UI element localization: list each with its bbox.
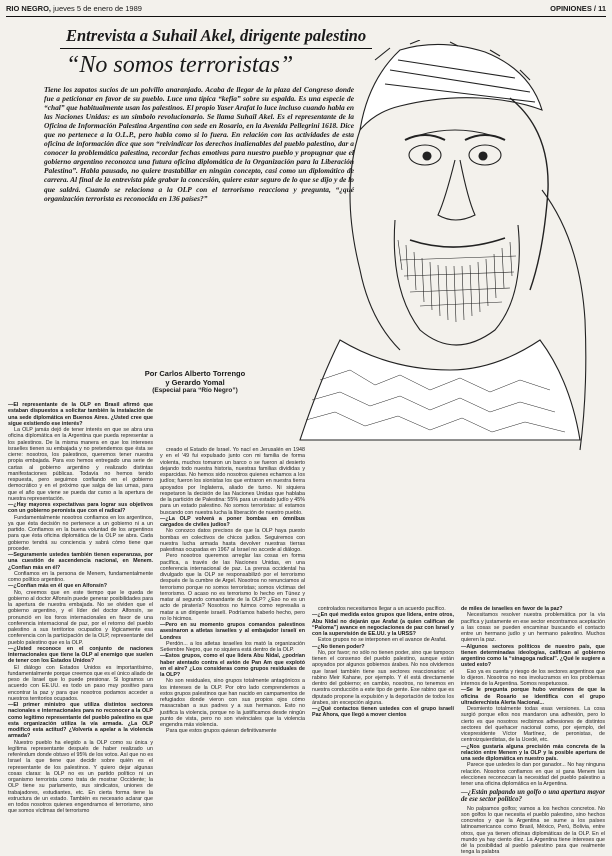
interview-question: —Seguramente ustedes también tienen esperanzas, por una cuestión de ascendencia nacional, en Menem. ¿Confían más en él? xyxy=(8,552,153,571)
interview-question: —¿No tienen poder? xyxy=(312,643,365,650)
interview-answer: El diálogo con Estados Unidos es importantísimo, fundamentalmente porque creemos que es el único aliado de peso de Israel que lo puede presionar. Si logramos un acuerdo con EE.UU. es todo un paso muy positivo para encontrar la paz y para que nosotros podamos acceder a nuestros territorios ocupados. xyxy=(8,664,153,702)
interview-answer: Para que estos grupos quieran definitivamente xyxy=(166,728,277,735)
interview-answer: Confiamos en la persona de Menem, fundamentalmente como político argentino. xyxy=(8,570,153,583)
interview-answer: Perdón... a los atletas israelíes los mató la organización Setiembre Negro, que no siquiera está dentro de la OLP. xyxy=(160,640,305,653)
interview-answer: La OLP jamás dejó de tener interés en que se abra una oficina diplomática en la Argentina que pueda representar a los palestinos. De la misma manera en que los intereses israelíes tienen su embajada y no pretendemos que ésta se cierre: nosotros, los palestinos, queremos tener nuestra propia embajada. Para eso hemos entregado una serie de cartas al gobierno argentino y realizado distintas manifestaciones públicas. Todavía no hemos tenido respuesta, pero seguimos confiando en el gobierno democrático y en el próximo que salga de las urnas, para que el año que viene se pueda dar curso a la apertura de nuestra representación. xyxy=(8,427,153,502)
article-byline xyxy=(120,370,270,396)
interview-answer: Fundamentalmente nosotros confiamos en los argentinos, ya que ésta decisión no pertenece a un gobierno ni a un partido. Confiamos en la buena voluntad de los argentinos para que ésta oficina diplomática de la OLP se abra. Cada gobierno tendrá su conciencia y sabrá cómo tiene que proceder. xyxy=(8,514,153,552)
interview-answer: Pero nosotros queremos arreglar las cosas en forma pacífica, a través de las Naciones Unidas, en una conferencia internacional de paz. La prensa occidental ha divulgado que la OLP se responsabilizó por el terrorismo después de la cumbre de Argel. Nosotros no renunciamos al terrorismo porque no somos terroristas; somos víctimas del terrorismo. O acaso no es terrorismo lo hecho en Túnez y matar al segundo comandante de la OLP? ¿Eso no es un acto de piratería? Nosotros no fuimos como represalia a matar a un dirigente israelí. Podríamos haberlo hecho, pero no lo hicimos. xyxy=(160,553,305,622)
interview-question: —El primer ministro que utiliza distintos sectores nacionales e internacionales para no reconocer a la OLP como legítimo representante del pueblo palestino es que esta organización utiliza la vía armada. ¿La OLP modificó esta actitud? ¿Volvería a apelar a la violencia armada? xyxy=(8,702,153,740)
interview-question: —¿Usted reconoce en el conjunto de naciones internacionales que tiene la OLP al enemigo que suelen de tener con los Estados Unidos? xyxy=(8,645,153,665)
interview-question: —Se le pregunta porque hubo versiones de que la oficina de Rosario se identifica con el grupo ultraderechista Alerta Nacional... xyxy=(461,687,605,706)
interview-answer: Parece que ustedes lo dan por ganador... No hay ninguna relación. Nosotros confiamos en que si gana Menem las elecciones reconozcan la necesidad del pueblo palestino a tener una oficina diplomática en la Argentina. xyxy=(461,762,605,787)
interview-answer: Nuestro pueblo ha elegido a la OLP como su única y legítima representante después de haber realizado un referéndum donde obtuvo el 95% de los votos. Así que no es Israel la que tiene que decidir sobre quién es el representante de los palestinos. Y quiero dejar algunas cosas claras: la OLP no es un partido político ni un organismo terrorista como trata de mostrar Occidente; la OLP tiene su parlamento, sus sindicatos, uniones de trabajadores, estudiantes, etc. En cierta forma tiene la estructura de un estado. También es necesario aclarar que en todos nosotros quienes engendramos el terrorismo, sino que somos víctimas del terrorismo xyxy=(8,739,153,815)
interview-answer: controlados necesitamos llegar a un acuerdo pacífico. xyxy=(318,606,446,612)
interview-answer: Estos grupos no se interponen en el avance de Arafat. xyxy=(318,637,447,644)
page-header xyxy=(6,4,606,17)
interview-question: —Pero en su momento grupos comandos palestinos asesinaron a atletas israelíes y al embajador israelí en Londres xyxy=(160,622,305,641)
interview-answer: No conozco datos precisos de que la OLP haya puesto bombas en colectivos de chicos judíos. Seguiremos con nuestra lucha armada hasta devolver nuestras tierras palestinas ocupadas en 1967 al Israel no accede al diálogo. xyxy=(160,528,305,553)
interview-answer: Necesitamos resolver nuestra problemática por la vía pacífica y justamente en ese sector encontramos aceptación a las cosas se pueden encaminar buscando el contacto entre un hermano judío y un hermano palestino. Muchos quieren la paz. xyxy=(461,612,605,644)
interview-answer: Eso ya es cuenta y riesgo de los sectores argentinos que lo dijeron. Nosotros no nos involucramos en los problemas internos de la Argentina. Somos respetuosos. xyxy=(461,668,605,687)
interview-answer: creado el Estado de Israel. Yo nací en Jerusalén en 1948 y en el '49 fui expulsado junto con mi familia de forma violenta, muchos tomaron un barco o se fueron al desierto dejando todo nuestra historia, nuestras familias divididas y esparcidas. No hemos sido nosotros quienes echamos a los judíos; fueron los sionistas los que entraron en nuestra tierra apoyados por Inglaterra, aliado de turno. Ni siquiera respetaron la decisión de las Naciones Unidas que hablaba de la partición de Palestina: 55% para un estado judío y 45% para un estado palestino. No somos terroristas: sí estamos buscando con nuestra lucha la liberación de nuestro pueblo. xyxy=(160,447,305,516)
interview-answer: No, creemos que en este tiempo que le queda de gobierno al doctor Alfonsín puede generar posibilidades para la apertura de nuestra embajada. No se olviden que el gobierno argentino, y el líder del doctor Alfonsín, se pronunció en los foros internacionales en favor de una conferencia internacional de paz, por el retorno del pueblo palestino a sus territorios ocupados y lógicamente esa conferencia con la participación de la OLP, representante del pueblo palestino que es la OLP. xyxy=(8,589,153,646)
section-label: OPINIONES / 11 xyxy=(550,4,606,13)
interview-question: —¿Están palpando un golfo o una apertura mayor de ese sector político? xyxy=(461,789,605,804)
interview-question: —Algunos sectores políticos de nuestro país, que tienen determinadas ideologías, califican al gobierno argentino como la “sinagoga radical”. ¿Qué le sugiere a usted esto? xyxy=(461,643,605,669)
text-column-4 xyxy=(461,606,605,856)
article-intro: Tiene los zapatos sucios de un polvillo anaranjado. Acaba de llegar de la plaza del Congreso donde fue a peticionar en favor de su pueblo. Luce una típica “kefia” sobre su espalda. Es una especie de “chal” que habitualmente usan los palestinos. El propio Yaser Arafat lo luce incluso cuando habla en las Naciones Unidas: es un símbolo revolucionario. Se llama Suhail Akel. Es el representante de la Oficina de Información Palestina Argentina con sede en Rosario, en la Avenida Pellegrini 1618. Dice que no pertenece a la O.L.P., pero habla como si lo fuera. En relación con las actividades de esta oficina de información dice que son “reivindicar los derechos inalienables del pueblo palestino, dar a conocer la problemática palestina, recordar fechas emotivas para nuestro pueblo y propugnar que el gobierno argentino reconozca una futura oficina diplomática de la Organización para la Liberación Palestina”. Habla pausado, no quiere trastabillar en ningún concepto, casi como un diplomático de carrera. Al final de la entrevista pide grabar la concesión, quiere estar seguro de lo que se dijo y de lo que saldrá. Cuando se relaciona a la OLP con el terrorismo reacciona y pregunta, “¿qué organización terrorista es reconocida en 136 países?” xyxy=(44,85,354,203)
interview-question: —Estos grupos, como el que lidera Abu Nidal, ¿podrían haber atentado contra el avión de Pan Am que explotó en el aire? ¿Los consideras como grupos residuales de la OLP? xyxy=(160,653,305,678)
text-column-3 xyxy=(312,606,454,786)
issue-date: jueves 5 de enero de 1989 xyxy=(53,4,142,13)
interview-question: —¿Nos gustaría alguna precisión más concreta de la relación entre Menem y la OLP y la posible apertura de una sede diplomática en nuestro país. xyxy=(461,743,605,762)
interview-question: —¿La OLP volverá a poner bombas en ómnibus cargados de civiles judíos? xyxy=(160,515,305,528)
byline-authors-2: y Gerardo Yomal xyxy=(165,377,225,387)
interview-answer: No palpamos golfos; vamos a los hechos concretos. No son golfos lo que necesita el pueblo palestino, sino hechos concretos y que la Argentina se sume a los países latinoamericanos como Brasil, México, Perú, Bolivia, entre otros, que ya tienen oficinas diplomáticas de la OLP. En el mundo ya hay ciento diez. La Argentina tiene intereses que dé la posibilidad al pueblo palestino para que realmente tenga la palabra xyxy=(461,805,605,856)
article-title: “No somos terroristas” xyxy=(66,52,294,78)
interview-question: —El representante de la OLP en Brasil afirmó que estaban dispuestos a solicitar también la instalación de una sede diplomática en Buenos Aires. ¿Usted cree que sigue existiendo ese interés? xyxy=(8,402,153,427)
text-column-2 xyxy=(160,447,305,787)
interview-answer: Desmiento totalmente todas esas versiones. La cosa surgió porque ellos nos mandaron una adhesión, pero lo cierto es que nosotros recibimos adhesiones de distintos sectores del quehacer nacional como, por ejemplo, del vicepresidente Víctor Martínez, de peronistas, de centroizquierdistas, de la Ucedé, etc. xyxy=(461,706,605,744)
interview-question: —¿Confían más en él que en Alfonsín? xyxy=(8,583,107,590)
text-column-1 xyxy=(8,402,153,815)
article-kicker: Entrevista a Suhail Akel, dirigente palestino xyxy=(60,26,372,49)
interview-question: —¿En qué medida estos grupos que lidera, entre otros, Abu Nidal no dejarán que Arafat (a quien califican de “Paloma”) avance en negociaciones de paz con Israel y con la supervisión de EE.UU. y la URSS? xyxy=(312,612,454,637)
interview-answer: No, por favor; no sólo no tienen poder, sino que tampoco tienen el consenso del pueblo palestino, aunque están apoyados por algunos gobiernos árabes. No nos olvidemos que Israel también tiene sus sectores reaccionarios: el rabino Meir Kahane, por ejemplo. Y él está directamente dentro del gobierno; en cambio, nosotros, no tenemos en nuestra conducción a este tipo de gente. Ese rabino que es diputado propone la expulsión y la deportación de todos los árabes, sin excepción alguna. xyxy=(312,649,454,706)
interview-answer: No son residuales, sino grupos totalmente antagónicos a los intereses de la OLP. Por otro lado comprendemos a estos grupos palestinos que han nacido en campamentos de refugiados donde vieron con sus propios ojos cómo masacraban a sus padres y a sus hermanos. Esto no justifica la violencia, porque no la justificamos desde ningún punto de vista, pero no son vivénciales que la violencia engendra más violencia. xyxy=(160,678,305,728)
interview-question: de miles de israelíes en favor de la paz? xyxy=(461,606,563,612)
byline-authors: Por Carlos Alberto Torrengo xyxy=(144,369,246,378)
interview-question: —¿Hay mayores expectativas para lograr sus objetivos con un gobierno peronista que con el radical? xyxy=(8,502,153,515)
paper-name: RIO NEGRO, xyxy=(6,4,52,13)
interview-question: —¿Qué contactos tienen ustedes con el grupo israelí Paz Ahora, que llegó a mover cientos xyxy=(312,706,454,719)
byline-special: (Especial para “Río Negro”) xyxy=(152,387,238,394)
